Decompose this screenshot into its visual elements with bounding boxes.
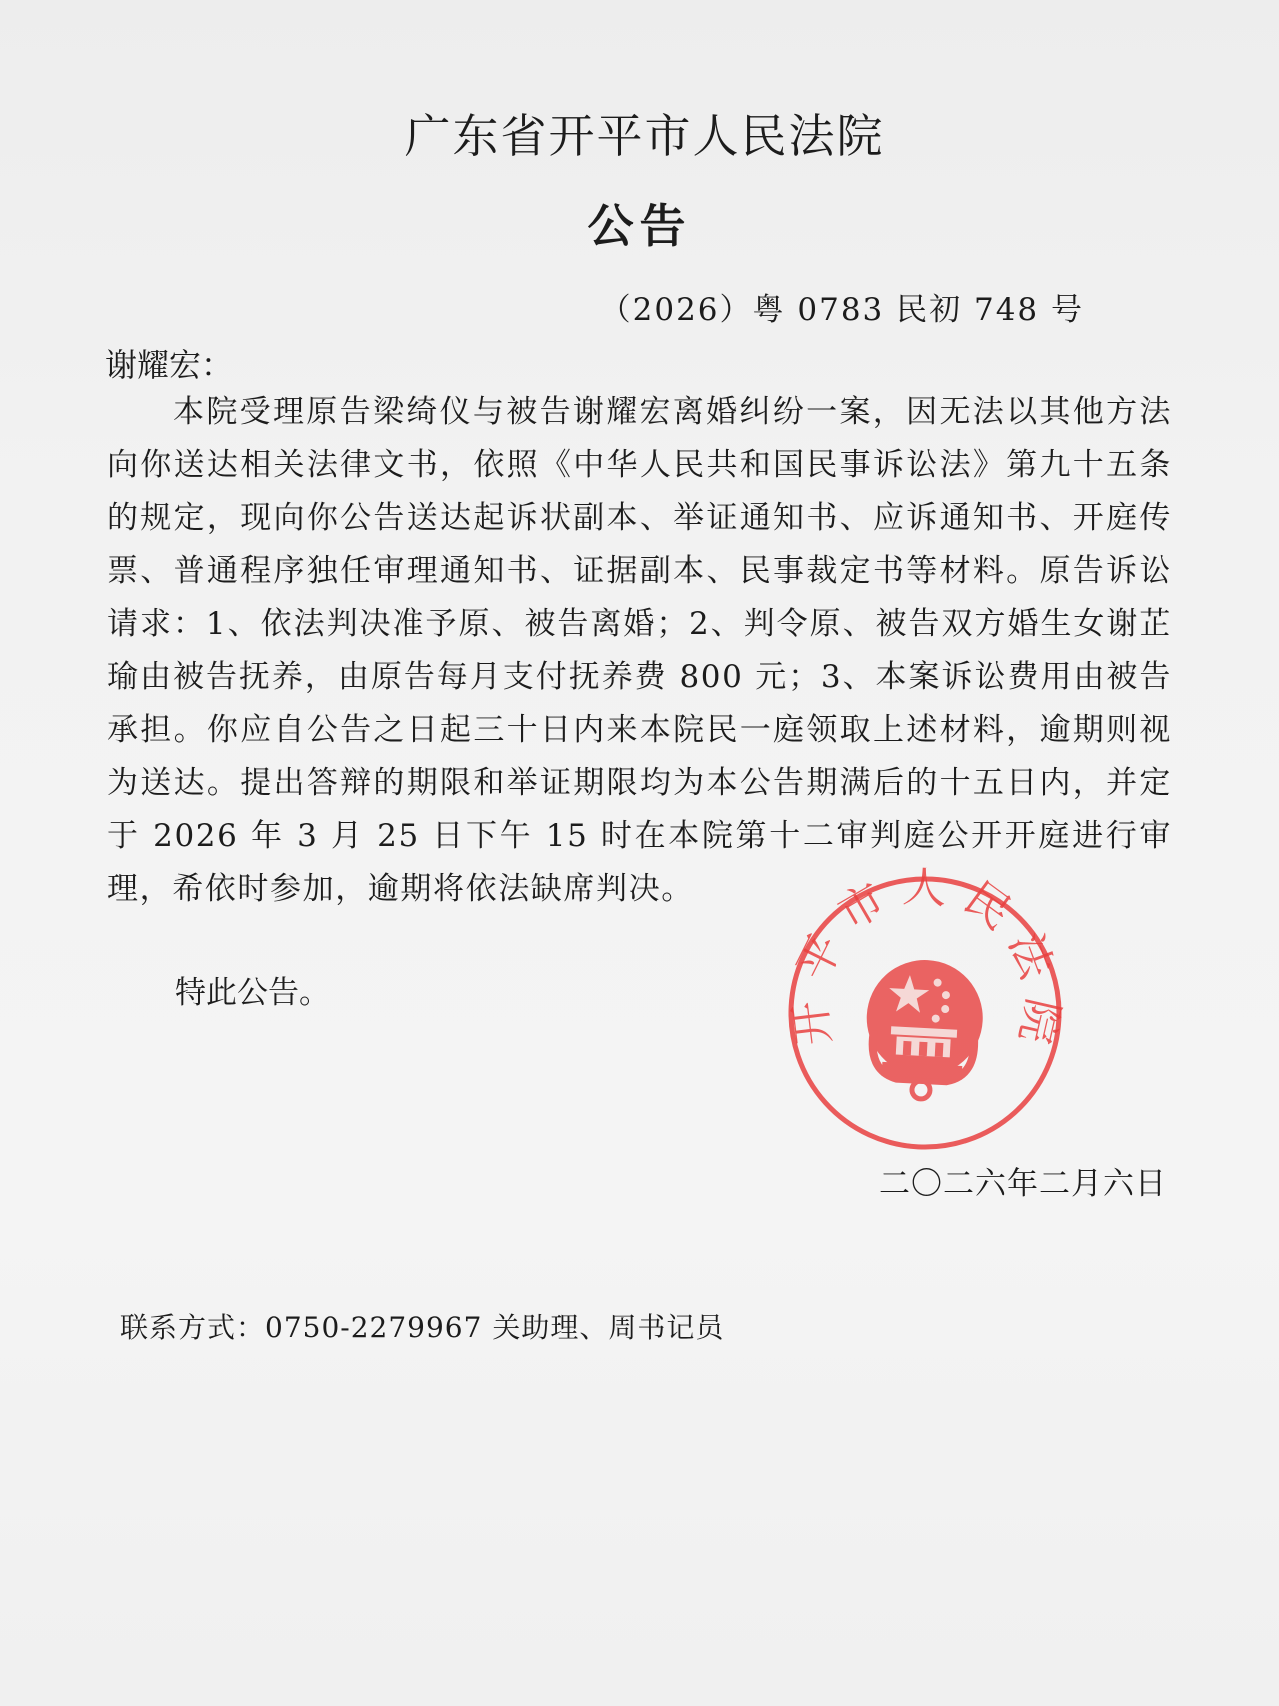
announcement-body: 本院受理原告梁绮仪与被告谢耀宏离婚纠纷一案，因无法以其他方法向你送达相关法律文书，依照《中华人民共和国民事诉讼法》第九十五条的规定，现向你公告送达起诉状副本、举证通知书、应诉通知书、开庭传票、普通程序独任审理通知书、证据副本、民事裁定书等材料。原告诉讼请求：1、依法判决准予原、被告离婚；2、判令原、被告双方婚生女谢芷瑜由被告抚养，由原告每月支付抚养费 800 元；3、本案诉讼费用由被告承担。你应自公告之日起三十日内来本院民一庭领取上述材料，逾期则视为送达。提出答辩的期限和举证期限均为本公告期满后的十五日内，并定于 2026 年 3 月 25 日下午 15 时在本院第十二审判庭公开开庭进行审理，希依时参加，逾期将依法缺席判决。 [107,394,1172,907]
court-seal [773,861,1078,1166]
court-name: 广东省开平市人民法院 [404,109,885,163]
document-title: 公告 [587,199,692,253]
issue-date: 二〇二六年二月六日 [879,1166,1167,1202]
seal-text: 开平市人民法院 [783,861,1069,1062]
addressee: 谢耀宏： [105,346,234,384]
contact-info: 联系方式：0750-2279967 关助理、周书记员 [120,1311,725,1344]
case-number: （2026）粤 0783 民初 748 号 [599,292,1084,328]
national-emblem-icon [863,957,986,1102]
closing-statement: 特此公告。 [175,975,330,1011]
